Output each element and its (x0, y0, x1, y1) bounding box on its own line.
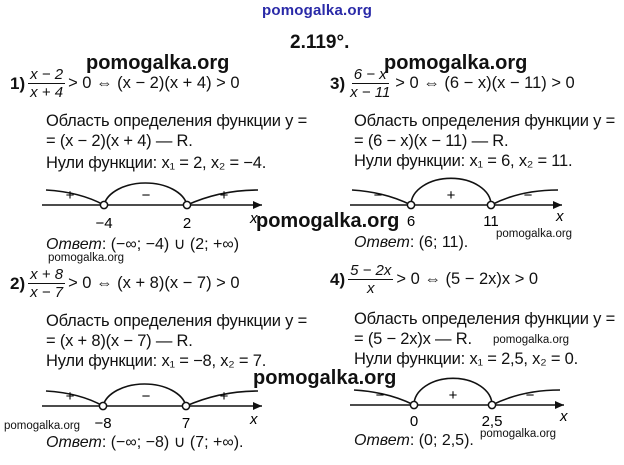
problem-4-domain-line1: Область определения функции y = (354, 310, 616, 328)
problem-2-sign-3: + (219, 388, 229, 405)
watermark-top: pomogalka.org (262, 2, 373, 19)
problem-1-zeros: Нули функции: x₁ = 2, x₂ = −4. (46, 154, 267, 172)
problem-2-equivalence: > 0 ⇔ (x + 8)(x − 7) > 0 (68, 274, 240, 293)
problem-1-point-2-label: 2 (182, 215, 192, 232)
problem-4-point-2-label: 2,5 (481, 413, 503, 430)
problem-1-equivalence: > 0 ⇔ (x − 2)(x + 4) > 0 (68, 74, 240, 93)
watermark-large-3: pomogalka.org (256, 210, 400, 232)
problem-4-fraction: $\frac{5 - 2x}{x}$ (350, 262, 392, 298)
problem-2-point-1-label: −8 (94, 415, 112, 432)
problem-3-domain-line1: Область определения функции y = (354, 112, 616, 130)
problem-4-answer: Ответ: (0; 2,5). (354, 432, 474, 449)
problem-3-sign-2: + (446, 187, 456, 204)
problem-4-sign-3: − (525, 387, 535, 404)
problem-2-sign-2: − (141, 388, 151, 405)
problem-4-number: 4) (330, 269, 346, 289)
problem-4-point-1-label: 0 (409, 413, 419, 430)
problem-1-answer: Ответ: (−∞; −4) ∪ (2; +∞) (46, 236, 240, 253)
problem-1-sign-2: − (141, 187, 151, 204)
problem-3-number: 3) (330, 73, 346, 93)
problem-3-domain-line2: = (6 − x)(x − 11) — R. (354, 132, 509, 150)
problem-1-domain-line1: Область определения функции y = (46, 112, 308, 130)
problem-3-answer: Ответ: (6; 11). (354, 234, 469, 251)
problem-2-sign-1: + (65, 388, 75, 405)
problem-3-sign-1: − (373, 187, 383, 204)
problem-2-domain-line2: = (x + 8)(x − 7) — R. (46, 332, 193, 350)
problem-4-point-2 (488, 401, 495, 408)
problem-1-fraction: $\frac{x - 2}{x + 4}$ (30, 66, 64, 102)
problem-2-point-2-label: 7 (181, 415, 191, 432)
problem-4-point-1 (410, 401, 417, 408)
problem-4-sign-2: + (448, 387, 458, 404)
problem-1-axis-label: x (250, 210, 258, 227)
watermark-small-5: pomogalka.org (480, 428, 557, 440)
problem-3-fraction: $\frac{6 - x}{x - 11}$ (350, 66, 391, 102)
problem-2-domain-line1: Область определения функции y = (46, 312, 308, 330)
problem-1-sign-1: + (65, 187, 75, 204)
problem-3-axis-label: x (556, 208, 564, 225)
problem-4-equivalence: > 0 ⇔ (5 − 2x)x > 0 (396, 270, 539, 289)
problem-4-sign-1: − (375, 387, 385, 404)
problem-3-point-2-label: 11 (483, 213, 499, 230)
problem-1-domain-line2: = (x − 2)(x + 4) — R. (46, 132, 193, 150)
watermark-large-2: pomogalka.org (384, 52, 528, 74)
watermark-small-4: pomogalka.org (4, 420, 81, 432)
problem-2-answer: Ответ: (−∞; −8) ∪ (7; +∞). (46, 434, 244, 451)
watermark-large-4: pomogalka.org (253, 367, 397, 389)
problem-2-number: 2) (10, 273, 26, 293)
problem-2-axis-label: x (250, 411, 258, 428)
problem-1-number: 1) (10, 73, 26, 93)
problem-1-sign-3: + (219, 187, 229, 204)
watermark-small-1: pomogalka.org (48, 252, 125, 264)
problem-4-zeros: Нули функции: x₁ = 2,5, x₂ = 0. (354, 350, 579, 368)
problem-3-sign-3: − (523, 187, 533, 204)
watermark-large-1: pomogalka.org (86, 52, 230, 74)
problem-3-point-1-label: 6 (406, 213, 416, 230)
problem-3-equivalence: > 0 ⇔ (6 − x)(x − 11) > 0 (395, 74, 575, 93)
problem-4-domain-line2: = (5 − 2x)x — R. (354, 330, 472, 348)
exercise-title: 2.119°. (290, 32, 350, 53)
problem-4-axis-label: x (560, 408, 568, 425)
watermark-small-3: pomogalka.org (493, 334, 570, 346)
problem-2-zeros: Нули функции: x₁ = −8, x₂ = 7. (46, 352, 267, 370)
problem-3-zeros: Нули функции: x₁ = 6, x₂ = 11. (354, 152, 573, 170)
watermark-small-2: pomogalka.org (496, 228, 573, 240)
problem-1-point-1-label: −4 (95, 215, 113, 232)
problem-2-fraction: $\frac{x + 8}{x - 7}$ (30, 266, 64, 302)
